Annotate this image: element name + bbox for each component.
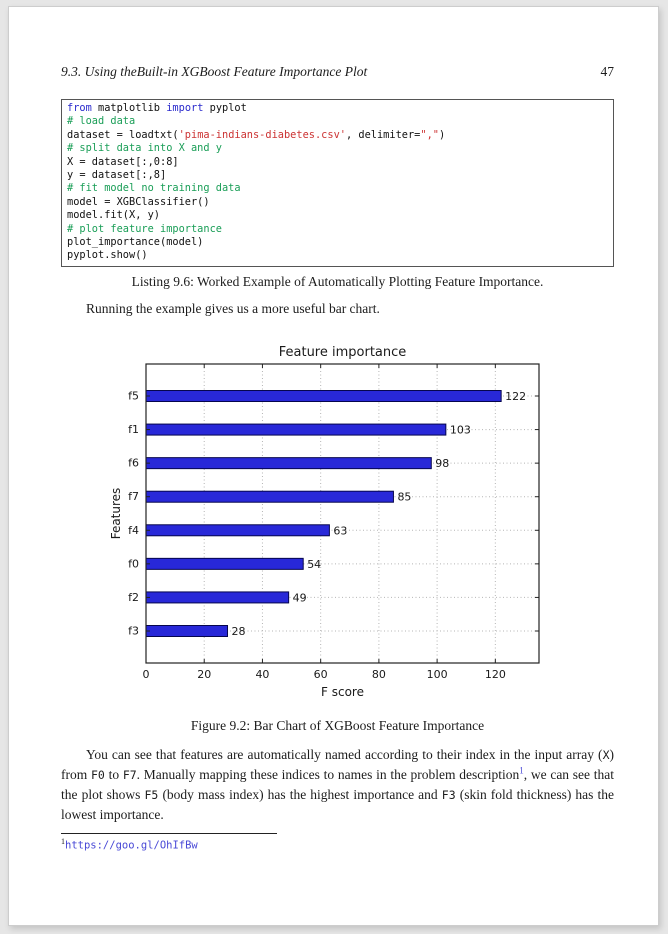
code-keyword: import [166, 102, 204, 114]
code-line [67, 196, 608, 209]
code-string: "," [420, 128, 439, 141]
text-run: You can see that features are automatically named according to their index in the input array ( [86, 746, 603, 762]
code-text: model.fit(X, y) [67, 209, 160, 222]
listing-caption: Listing 9.6: Worked Example of Automatically Plotting Feature Importance. [131, 273, 544, 289]
footnote-reference: 1 [519, 765, 524, 776]
code-text: plot_importance(model) [67, 236, 204, 249]
bar [146, 592, 289, 603]
x-axis-label: F score [320, 684, 364, 699]
x-tick-label: 120 [484, 667, 506, 681]
feature-importance-chart-svg [110, 343, 566, 705]
code-comment: # fit model no training data [67, 182, 241, 195]
code-text: , delimiter= [345, 128, 421, 141]
bar [146, 558, 303, 569]
x-tick-label: 40 [254, 667, 269, 681]
code-line [67, 223, 608, 236]
code-line [67, 115, 608, 128]
code-keyword: from [67, 102, 92, 114]
code-text: y = dataset[:,8] [67, 169, 167, 182]
inline-code: F0 [90, 767, 105, 782]
code-line [67, 209, 608, 222]
bar [146, 491, 393, 502]
y-tick-label: f1 [127, 422, 139, 436]
footnote-marker: 1 [61, 836, 65, 846]
code-text: model = XGBClassifier() [67, 195, 210, 208]
code-line [67, 169, 608, 182]
y-axis-label: Features [109, 487, 123, 540]
text-run: (skin fold thickness) has the lowest importance. [61, 786, 614, 822]
footnote [61, 837, 614, 852]
inline-code: F7 [122, 767, 137, 782]
x-tick-label: 20 [196, 667, 211, 681]
code-block [61, 99, 614, 267]
bar [146, 390, 501, 401]
y-tick-label: f3 [127, 624, 139, 638]
bar-value-label: 122 [504, 389, 526, 403]
text-run: to [104, 766, 123, 782]
code-text: matplotlib [91, 102, 167, 114]
section-title: 9.3. Using theBuilt-in XGBoost Feature Importance Plot [61, 64, 368, 79]
code-comment: # load data [67, 115, 136, 128]
inline-code: F3 [441, 787, 456, 802]
page-header [61, 64, 614, 80]
x-tick-label: 60 [313, 667, 328, 681]
code-text: ) [439, 128, 446, 141]
code-line [67, 156, 608, 169]
bar-value-label: 49 [292, 591, 307, 605]
bar-value-label: 28 [231, 624, 246, 638]
text-run: . Manually mapping these indices to names in the problem description [136, 766, 520, 782]
code-text: X = dataset[:,0:8] [67, 155, 179, 168]
bar-value-label: 98 [434, 457, 449, 471]
code-line [67, 236, 608, 249]
code-comment: # plot feature importance [67, 222, 222, 235]
x-tick-label: 100 [426, 667, 448, 681]
feature-importance-chart [110, 343, 566, 705]
document-page [8, 6, 659, 926]
y-tick-label: f6 [127, 456, 139, 470]
bar [146, 458, 431, 469]
text-run: ) from [61, 746, 614, 782]
code-line [67, 249, 608, 262]
figure-caption: Figure 9.2: Bar Chart of XGBoost Feature Importance [190, 717, 485, 733]
y-tick-label: f2 [127, 590, 139, 604]
code-line [67, 129, 608, 142]
bar [146, 525, 329, 536]
code-text: pyplot [203, 102, 247, 114]
footnote-url[interactable]: https://goo.gl/OhIfBw [65, 839, 198, 852]
y-tick-label: f0 [127, 557, 139, 571]
code-string: 'pima-indians-diabetes.csv' [178, 128, 346, 141]
paragraph-discussion [61, 745, 614, 824]
chart-title: Feature importance [278, 344, 406, 360]
code-line [67, 142, 608, 155]
plot-frame [146, 364, 539, 663]
bar-value-label: 63 [332, 524, 347, 538]
text-run: , we can see that the plot shows [61, 766, 614, 802]
footnote-rule [61, 833, 277, 834]
y-tick-label: f5 [127, 389, 139, 403]
page-number: 47 [600, 64, 614, 79]
bar [146, 424, 446, 435]
bar-value-label: 103 [449, 423, 471, 437]
code-comment: # split data into X and y [67, 142, 222, 155]
code-line [67, 182, 608, 195]
y-tick-label: f4 [127, 523, 139, 537]
bar-value-label: 85 [396, 490, 411, 504]
x-tick-label: 80 [371, 667, 386, 681]
paragraph-running-example: Running the example gives us a more useful bar chart. [86, 300, 380, 316]
inline-code: X [602, 747, 610, 762]
code-text: pyplot.show() [67, 249, 148, 262]
code-text: dataset = loadtxt( [67, 128, 179, 141]
inline-code: F5 [144, 787, 159, 802]
text-run: (body mass index) has the highest importance and [158, 786, 442, 802]
x-tick-label: 0 [142, 667, 149, 681]
code-line [67, 102, 608, 115]
bar [146, 625, 228, 636]
y-tick-label: f7 [127, 490, 139, 504]
bar-value-label: 54 [306, 557, 321, 571]
